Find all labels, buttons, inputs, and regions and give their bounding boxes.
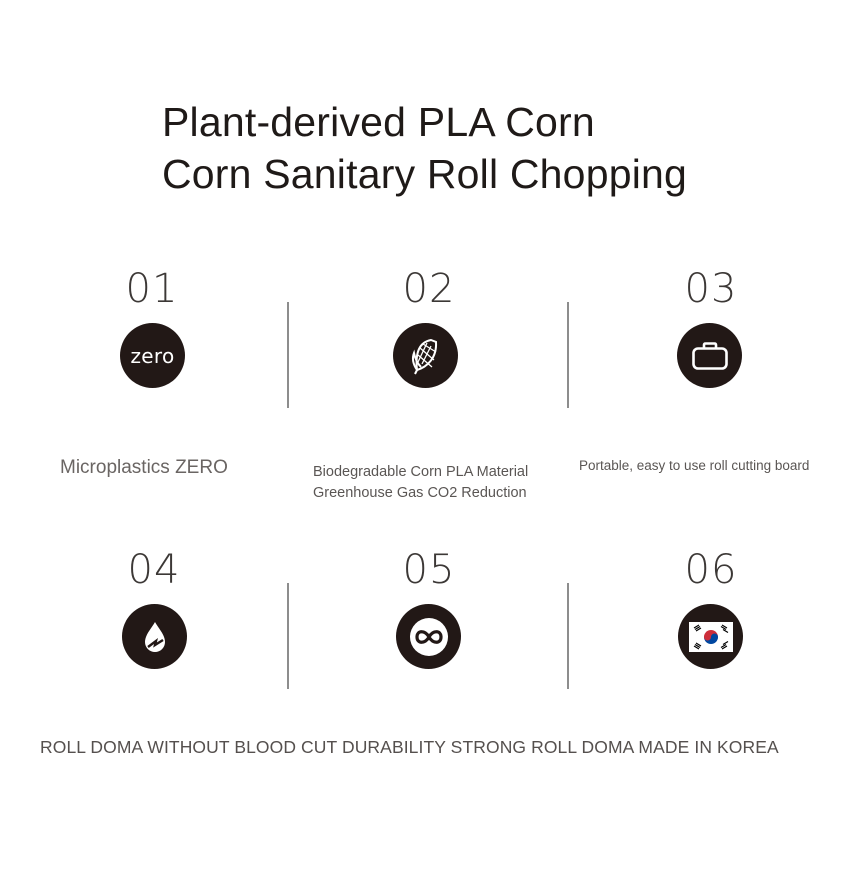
zero-icon-text: zero: [130, 343, 175, 368]
title-line-2: Corn Sanitary Roll Chopping: [162, 151, 688, 197]
divider: [287, 302, 289, 408]
description-portable: Portable, easy to use roll cutting board: [579, 458, 810, 473]
corn-icon: [393, 323, 458, 388]
page-title: [162, 96, 687, 200]
description-line: Biodegradable Corn PLA Material: [313, 464, 529, 480]
feature-number-01: 01: [125, 266, 179, 312]
description-microplastics: Microplastics ZERO: [60, 457, 228, 478]
description-line: Greenhouse Gas CO2 Reduction: [313, 485, 527, 501]
divider: [287, 583, 289, 689]
divider: [567, 302, 569, 408]
zero-icon: [120, 323, 185, 388]
description-biodegradable: [313, 462, 528, 504]
feature-number-02: 02: [402, 266, 456, 312]
feature-number-05: 05: [402, 547, 456, 593]
feature-number-03: 03: [684, 266, 738, 312]
infinity-icon: [396, 604, 461, 669]
divider: [567, 583, 569, 689]
water-drop-icon: [122, 604, 187, 669]
korea-flag-icon: [678, 604, 743, 669]
bottom-tagline: ROLL DOMA WITHOUT BLOOD CUT DURABILITY STRONG ROLL DOMA MADE IN KOREA: [40, 737, 779, 757]
feature-number-06: 06: [684, 547, 738, 593]
case-icon: [677, 323, 742, 388]
title-line-1: Plant-derived PLA Corn: [162, 99, 595, 145]
feature-number-04: 04: [127, 547, 181, 593]
